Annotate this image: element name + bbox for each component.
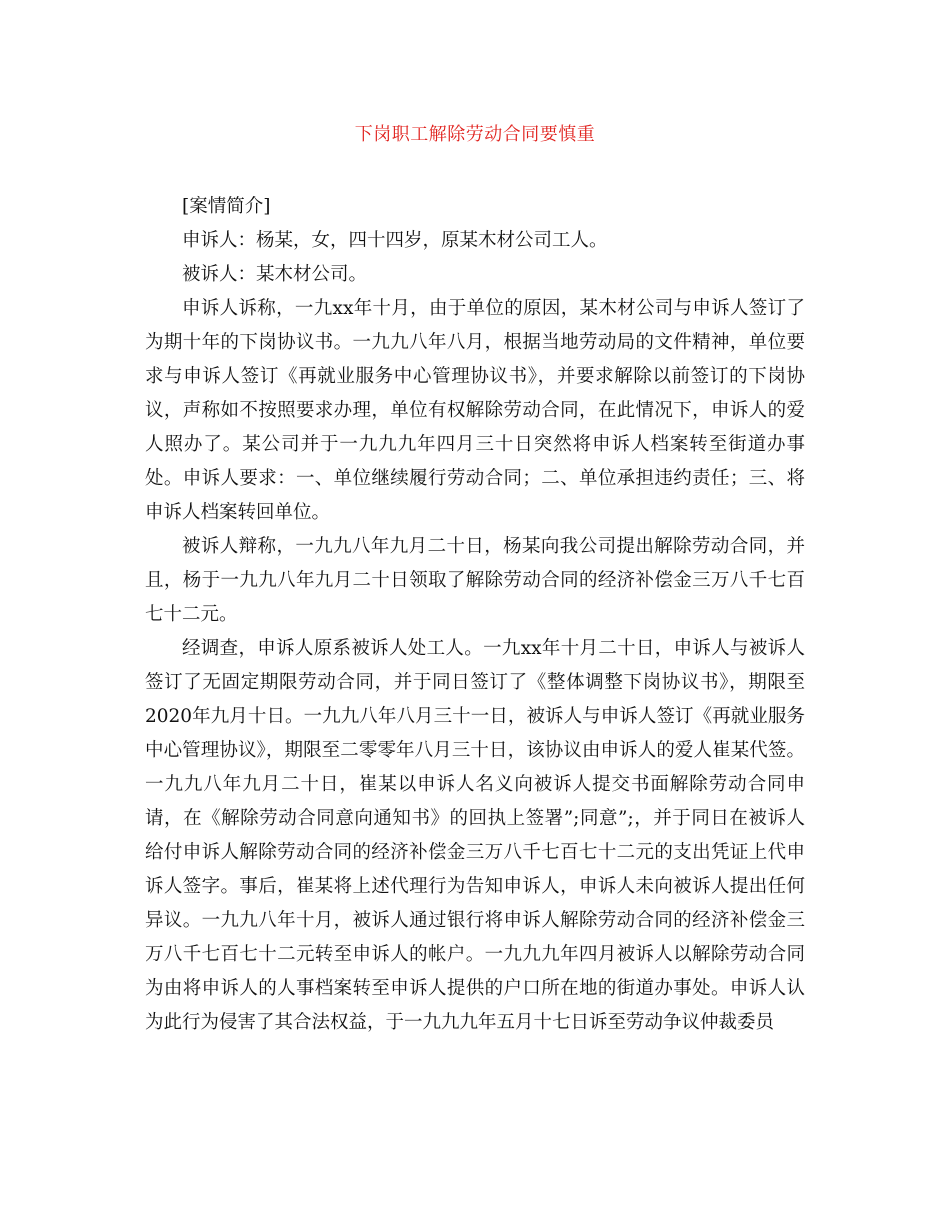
paragraph-respondent: 被诉人：某木材公司。 [182,264,368,285]
paragraph-complaint-statement: 申诉人诉称，一九xx年十月，由于单位的原因，某木材公司与申诉人签订了为期十年的下岗协议书。一九九八年八月，根据当地劳动局的文件精神，单位要求与申诉人签订《再就业服务中心管理协议书》，并要求解除以前签订的下岗协议，声称如不按照要求办理，单位有权解除劳动合同，在此情况下，申诉人的爱人照办了。某公司并于一九九九年四月三十日突然将申诉人档案转至街道办事处。申诉人要求：一、单位继续履行劳动合同；二、单位承担违约责任；三、将申诉人档案转回单位。 [145,298,805,523]
document-title: 下岗职工解除劳动合同要慎重 [354,124,596,145]
paragraph-investigation: 经调查，申诉人原系被诉人处工人。一九xx年十月二十日，申诉人与被诉人签订了无固定期限劳动合同，并于同日签订了《整体调整下岗协议书》，期限至2020年九月十日。一九九八年八月三十一日，被诉人与申诉人签订《再就业服务中心管理协议》，期限至二零零年八月三十日，该协议由申诉人的爱人崔某代签。一九九八年九月二十日，崔某以申诉人名义向被诉人提交书面解除劳动合同申请，在《解除劳动合同意向通知书》的回执上签署”;同意”;，并于同日在被诉人给付申诉人解除劳动合同的经济补偿金三万八千七百七十二元的支出凭证上代申诉人签字。事后，崔某将上述代理行为告知申诉人，申诉人未向被诉人提出任何异议。一九九八年十月，被诉人通过银行将申诉人解除劳动合同的经济补偿金三万八千七百七十二元转至申诉人的帐户。一九九九年四月被诉人以解除劳动合同为由将申诉人的人事档案转至申诉人提供的户口所在地的街道办事处。申诉人认为此行为侵害了其合法权益，于一九九九年五月十七日诉至劳动争议仲裁委员 [145,638,805,1033]
document-body [145,190,805,1040]
section-heading-case-summary: [案情简介] [182,196,271,217]
paragraph-defense-statement: 被诉人辩称，一九九八年九月二十日，杨某向我公司提出解除劳动合同，并且，杨于一九九八年九月二十日领取了解除劳动合同的经济补偿金三万八千七百七十二元。 [145,536,805,625]
paragraph-complainant: 申诉人：杨某，女，四十四岁，原某木材公司工人。 [182,230,608,251]
